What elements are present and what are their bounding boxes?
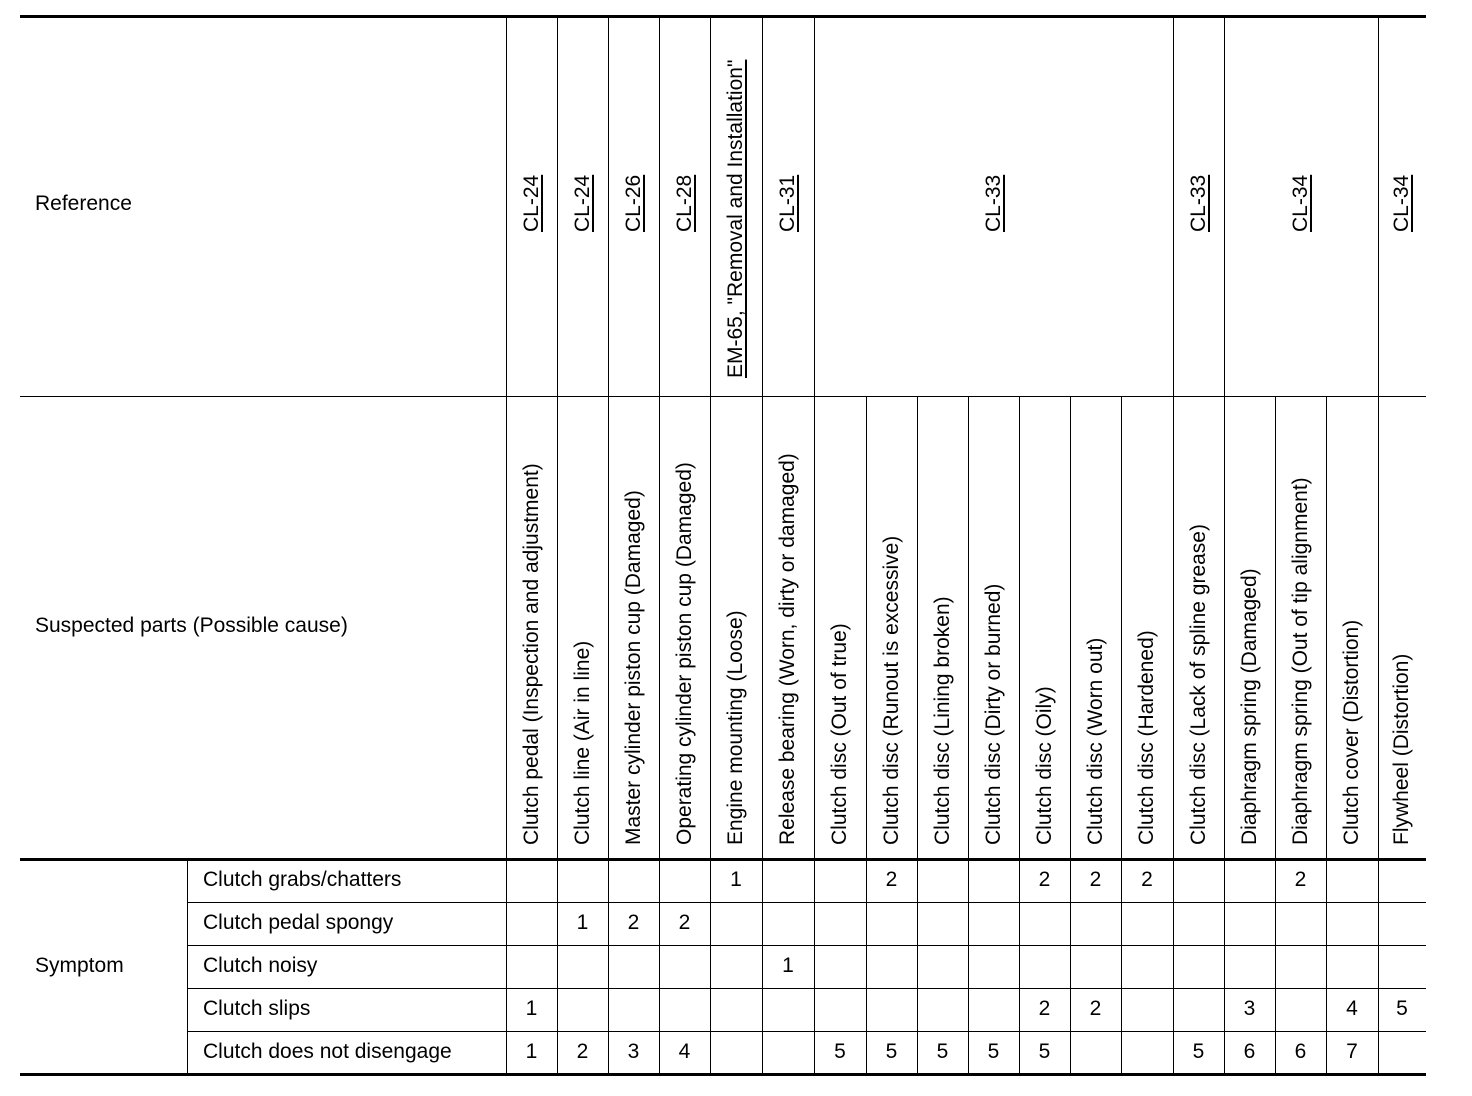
column-divider <box>1326 396 1327 1074</box>
column-divider <box>710 16 711 1074</box>
reference-text: CL-24 <box>519 174 543 232</box>
reference-text: CL-33 <box>981 174 1005 232</box>
symptom-row-divider <box>187 988 1426 989</box>
priority-cell: 2 <box>1294 867 1307 891</box>
symptom-row-divider <box>187 1031 1426 1032</box>
reference-text: CL-28 <box>672 174 696 232</box>
symptom-name: Clutch pedal spongy <box>203 910 394 934</box>
part-text: Clutch disc (Worn out) <box>1083 637 1107 845</box>
symptom-column-divider <box>187 859 188 1074</box>
column-divider <box>917 396 918 1074</box>
suspected-parts-label: Suspected parts (Possible cause) <box>35 614 348 637</box>
priority-cell: 1 <box>782 953 794 977</box>
priority-cell: 2 <box>1038 867 1051 891</box>
priority-cell: 5 <box>834 1039 846 1063</box>
reference-text: CL-34 <box>1390 174 1413 232</box>
column-divider <box>1224 16 1225 1074</box>
part-text: Clutch disc (Hardened) <box>1135 630 1158 845</box>
symptom-name: Clutch slips <box>203 996 311 1020</box>
symptom-label: Symptom <box>35 954 124 977</box>
part-text: Clutch disc (Dirty or burned) <box>981 583 1005 845</box>
priority-cell: 2 <box>678 910 691 934</box>
part-text: Clutch line (Air in line) <box>570 640 594 845</box>
symptom-name: Clutch noisy <box>203 953 318 977</box>
reference-text: CL-26 <box>621 174 645 232</box>
column-divider <box>1173 16 1174 1074</box>
priority-cell: 5 <box>936 1039 949 1063</box>
reference-text: CL-24 <box>570 174 594 232</box>
priority-cell: 3 <box>1243 996 1256 1020</box>
priority-cell: 5 <box>1396 996 1408 1020</box>
column-divider <box>1070 396 1071 1074</box>
part-text: Clutch disc (Runout is excessive) <box>879 535 903 845</box>
part-text: Clutch disc (Oily) <box>1032 686 1056 845</box>
reference-text: EM-65, "Removal and Installation" <box>724 59 747 378</box>
column-divider <box>506 16 507 1074</box>
priority-cell: 1 <box>730 867 742 891</box>
part-text: Diaphragm spring (Damaged) <box>1237 568 1261 845</box>
priority-cell: 5 <box>1192 1039 1205 1063</box>
symptom-row-divider <box>187 945 1426 946</box>
part-text: Diaphragm spring (Out of tip alignment) <box>1288 477 1312 845</box>
column-divider <box>1121 396 1122 1074</box>
priority-cell: 5 <box>987 1039 1000 1063</box>
priority-cell: 4 <box>1346 996 1358 1020</box>
reference-row-rule <box>20 396 1426 397</box>
symptom-name: Clutch does not disengage <box>203 1039 452 1063</box>
part-text: Clutch disc (Out of true) <box>828 623 851 845</box>
priority-cell: 3 <box>627 1039 640 1063</box>
reference-text: CL-33 <box>1186 174 1210 232</box>
priority-cell: 5 <box>885 1039 898 1063</box>
symptom-row-divider <box>187 902 1426 903</box>
part-text: Flywheel (Distortion) <box>1390 653 1413 845</box>
column-divider <box>814 16 815 1074</box>
table-bottom-rule <box>20 1073 1426 1076</box>
priority-cell: 4 <box>678 1039 691 1063</box>
table-top-rule <box>20 15 1426 18</box>
priority-cell: 5 <box>1038 1039 1051 1063</box>
priority-cell: 1 <box>576 910 589 934</box>
priority-cell: 7 <box>1346 1039 1358 1063</box>
part-text: Clutch disc (Lining broken) <box>930 596 954 845</box>
column-divider <box>866 396 867 1074</box>
priority-cell: 2 <box>1089 996 1102 1020</box>
column-divider <box>1378 16 1379 1074</box>
symptom-name: Clutch grabs/chatters <box>203 867 402 891</box>
reference-label: Reference <box>35 192 132 215</box>
priority-cell: 2 <box>1038 996 1051 1020</box>
part-text: Operating cylinder piston cup (Damaged) <box>672 462 696 845</box>
column-divider <box>1275 396 1276 1074</box>
priority-cell: 2 <box>1089 867 1102 891</box>
priority-cell: 2 <box>885 867 898 891</box>
priority-cell: 2 <box>627 910 640 934</box>
priority-cell: 1 <box>525 996 538 1020</box>
priority-cell: 6 <box>1294 1039 1307 1063</box>
part-text: Clutch pedal (Inspection and adjustment) <box>519 463 543 845</box>
header-bottom-rule <box>20 858 1426 861</box>
part-text: Engine mounting (Loose) <box>724 610 747 845</box>
column-divider <box>762 16 763 1074</box>
priority-cell: 2 <box>576 1039 589 1063</box>
reference-text: CL-31 <box>776 174 799 232</box>
column-divider <box>968 396 969 1074</box>
part-text: Release bearing (Worn, dirty or damaged) <box>776 453 799 845</box>
part-text: Master cylinder piston cup (Damaged) <box>621 490 645 845</box>
part-text: Clutch cover (Distortion) <box>1340 619 1363 845</box>
priority-cell: 2 <box>1141 867 1153 891</box>
part-text: Clutch disc (Lack of spline grease) <box>1186 524 1210 845</box>
reference-text: CL-34 <box>1289 174 1312 232</box>
priority-cell: 6 <box>1243 1039 1256 1063</box>
priority-cell: 1 <box>525 1039 538 1063</box>
column-divider <box>1019 396 1020 1074</box>
